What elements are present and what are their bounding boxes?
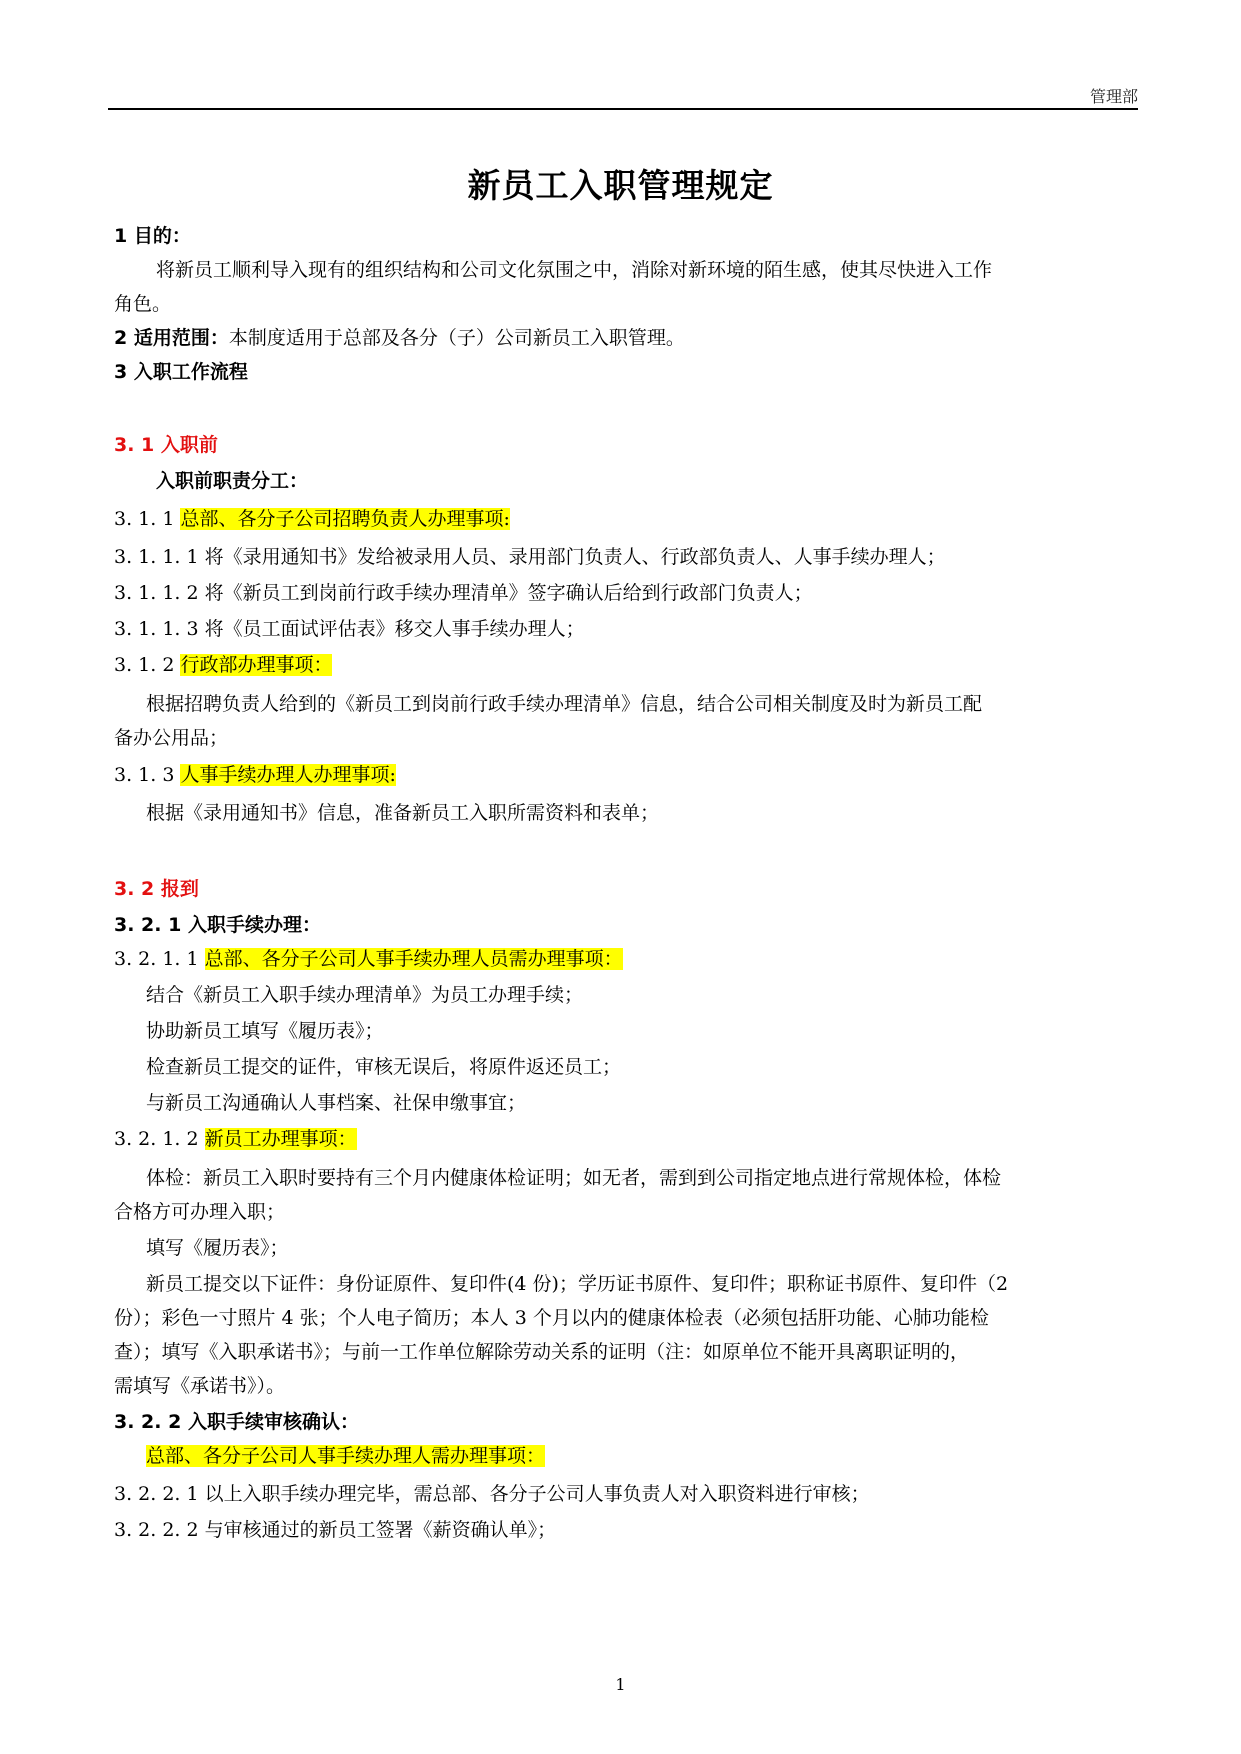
line-text: 与新员工沟通确认人事档案、社保申缴事宜； [146,1092,527,1114]
document-line [114,650,332,677]
line-text: 协助新员工填写《履历表》； [146,1020,384,1042]
document-line [114,504,510,531]
line-text: 3. 2. 2. 2 与审核通过的新员工签署《薪资确认单》； [114,1519,557,1541]
line-text-rest: 本制度适用于总部及各分（子）公司新员工入职管理。 [228,327,685,349]
line-text: 3. 2. 1 入职手续办理： [114,914,321,936]
line-text: 填写《履历表》； [146,1237,289,1259]
document-line [114,1337,969,1364]
document-line [114,874,199,901]
document-line [114,542,946,569]
document-line [114,760,396,787]
line-text: 3. 2. 1. 2 [114,1128,205,1150]
document-line [114,578,813,605]
line-text: 3. 2. 2 入职手续审核确认： [114,1411,359,1433]
line-text: 3. 2 报到 [114,878,199,900]
line-text: 3. 1. 3 [114,764,181,786]
document-line [114,357,248,384]
line-text: 根据招聘负责人给到的《新员工到岗前行政手续办理清单》信息，结合公司相关制度及时为新员工配 [146,693,983,715]
line-text: 备办公用品； [114,727,229,749]
document-line [114,1303,989,1330]
line-text: 根据《录用通知书》信息，准备新员工入职所需资料和表单； [146,802,660,824]
line-text: 新员工提交以下证件：身份证原件、复印件(4 份)；学历证书原件、复印件；职称证书原件、复印件（2 [146,1273,1009,1295]
document-line [146,1441,545,1468]
highlighted-text: 行政部办理事项： [180,654,333,676]
line-text: 份）；彩色一寸照片 4 张；个人电子简历；本人 3 个月以内的健康体检表（必须包括肝功能、心肺功能检 [114,1307,989,1329]
document-line [146,1269,1008,1296]
document-line [114,289,171,316]
document-line [114,1371,285,1398]
highlighted-text: 总部、各分子公司招聘负责人办理事项: [180,508,510,530]
line-text: 3. 1. 1 [114,508,181,530]
document-line [146,1016,384,1043]
line-text: 需填写《承诺书》）。 [114,1375,286,1397]
line-text: 角色。 [114,293,172,315]
document-line [114,1197,285,1224]
document-line [114,1407,359,1434]
line-text: 检查新员工提交的证件，审核无误后，将原件返还员工； [146,1056,622,1078]
document-line [114,430,218,457]
line-text: 入职前职责分工： [156,470,309,492]
page-number: 1 [615,1675,626,1694]
document-line [146,689,982,716]
line-text: 将新员工顺利导入现有的组织结构和公司文化氛围之中，消除对新环境的陌生感，使其尽快进入工作 [156,259,993,281]
line-text: 3. 1. 1. 3 将《员工面试评估表》移交人事手续办理人； [114,618,585,640]
line-text: 3. 1. 2 [114,654,181,676]
document-line [114,723,228,750]
document-line [114,221,191,248]
line-text: 3 入职工作流程 [114,361,248,383]
document-line [114,944,623,971]
line-text: 体检：新员工入职时要持有三个月内健康体检证明；如无者，需到到公司指定地点进行常规体检，体检 [146,1167,1002,1189]
header-divider [108,108,1138,110]
document-line [146,1088,526,1115]
line-text: 3. 2. 2. 1 以上入职手续办理完毕，需总部、各分子公司人事负责人对入职资料进行审核； [114,1483,870,1505]
line-text: 结合《新员工入职手续办理清单》为员工办理手续； [146,984,584,1006]
document-line [156,466,308,493]
highlighted-text: 总部、各分子公司人事手续办理人员需办理事项： [204,948,623,970]
document-line [146,980,583,1007]
document-line [114,614,585,641]
document-line [146,1233,289,1260]
highlighted-text: 新员工办理事项： [204,1128,357,1150]
document-title: 新员工入职管理规定 [467,166,774,205]
line-text: 查）；填写《入职承诺书》；与前一工作单位解除劳动关系的证明（注：如原单位不能开具离职证明的， [114,1341,970,1363]
highlighted-text: 总部、各分子公司人事手续办理人需办理事项： [146,1445,546,1467]
line-text: 3. 2. 1. 1 [114,948,205,970]
document-line [114,1124,357,1151]
line-text: 2 适用范围： [114,327,229,349]
document-line [114,1515,556,1542]
document-line [114,323,685,350]
line-text: 3. 1. 1. 1 将《录用通知书》发给被录用人员、录用部门负责人、行政部负责人、人事手续办理人； [114,546,946,568]
header-department: 管理部 [1089,87,1138,106]
line-text: 3. 1 入职前 [114,434,218,456]
document-line [114,910,321,937]
document-line [114,1479,870,1506]
document-line [146,1052,621,1079]
line-text: 合格方可办理入职； [114,1201,286,1223]
document-line [156,255,992,282]
line-text: 1 目的： [114,225,191,247]
document-line [146,798,659,825]
document-line [146,1163,1001,1190]
highlighted-text: 人事手续办理人办理事项: [180,764,396,786]
line-text: 3. 1. 1. 2 将《新员工到岗前行政手续办理清单》签字确认后给到行政部门负责人； [114,582,813,604]
